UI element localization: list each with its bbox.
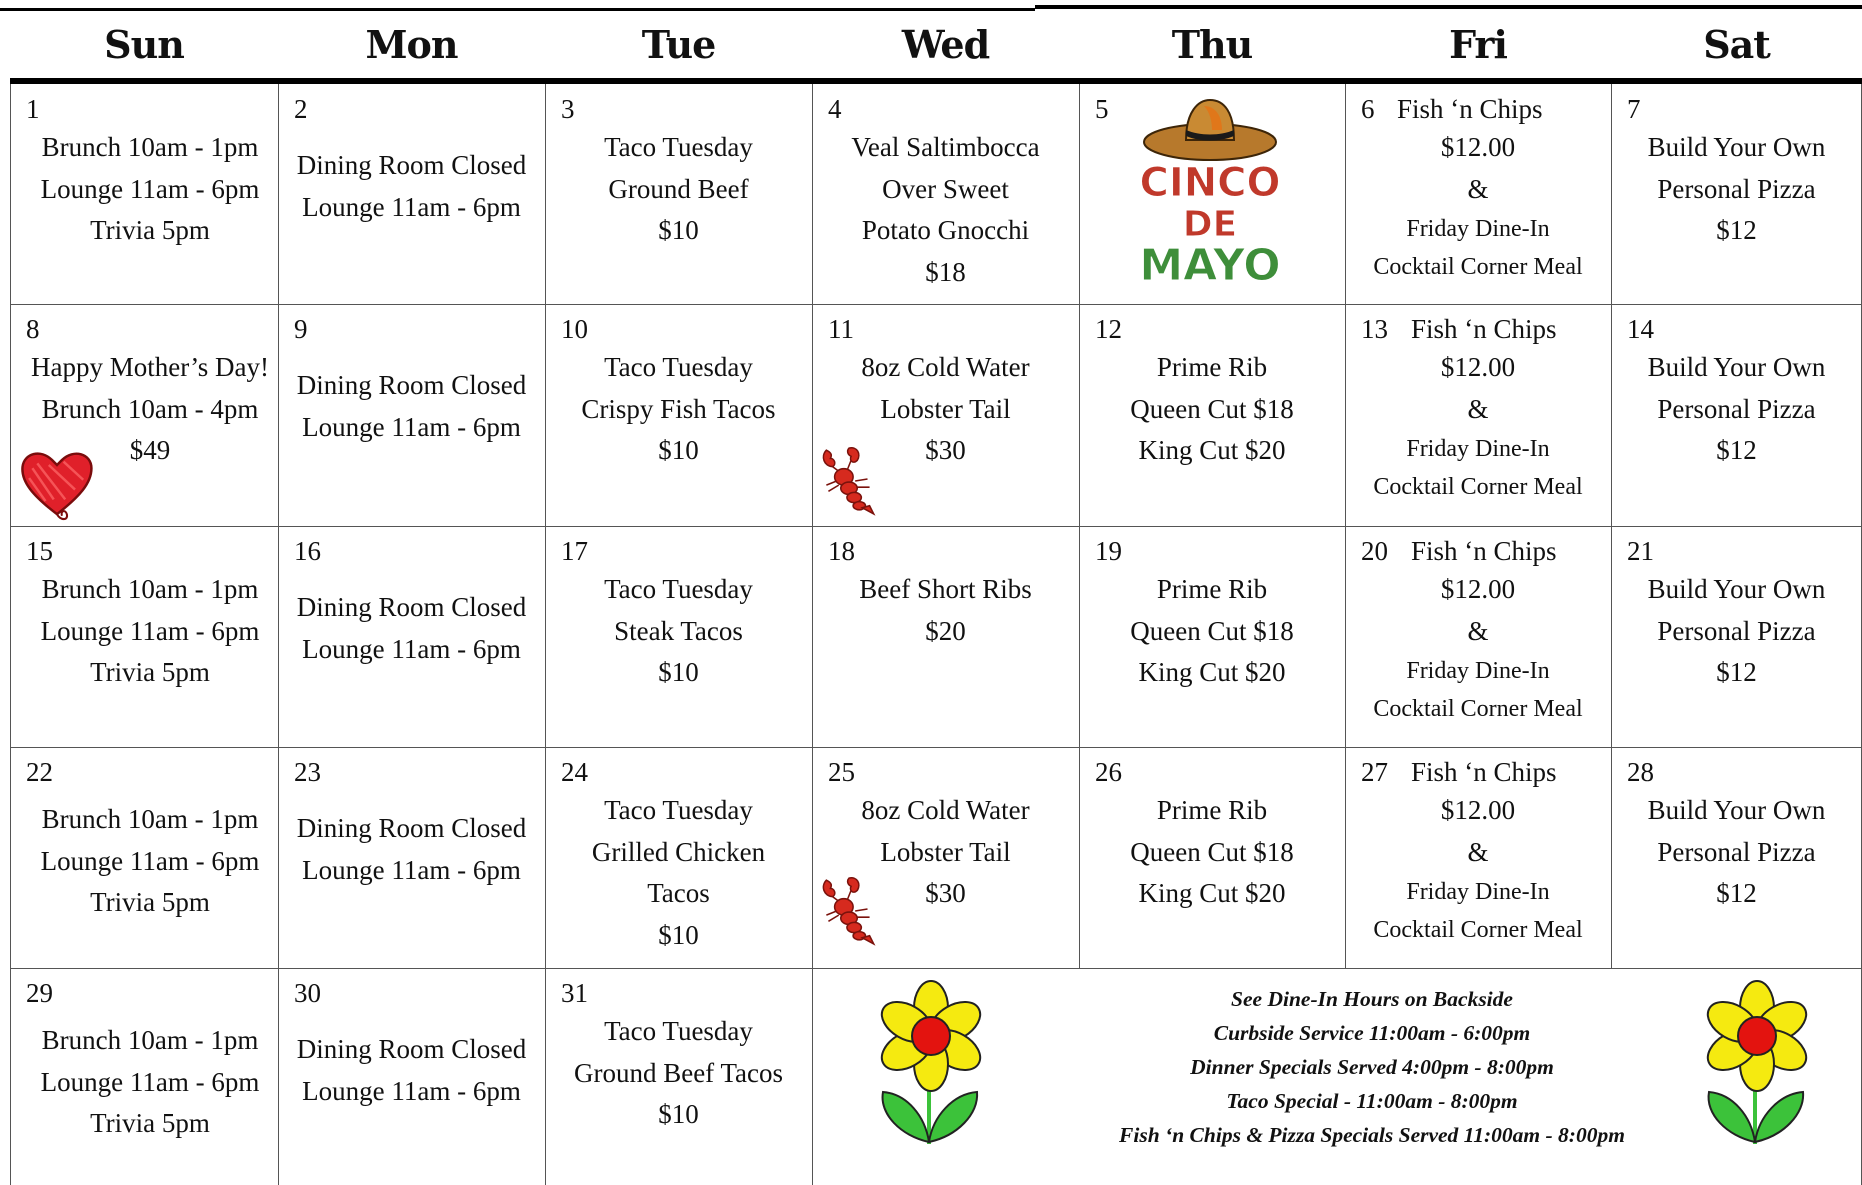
detail-line: 8oz Cold Water <box>861 352 1030 382</box>
detail-line: Prime Rib <box>1156 352 1268 382</box>
detail-line: $30 <box>925 878 966 908</box>
detail-line: Veal Saltimbocca <box>851 132 1040 162</box>
detail-line: King Cut $20 <box>1138 435 1286 465</box>
cell-details <box>1079 347 1345 472</box>
date-number: 13 <box>1361 314 1388 344</box>
detail-line: Taco Tuesday <box>604 132 753 162</box>
cell-details <box>1611 569 1862 694</box>
date-number: 12 <box>1095 314 1122 344</box>
date-number: 16 <box>294 536 321 566</box>
date-number: 3 <box>561 94 575 124</box>
day-cell <box>545 968 812 1185</box>
detail-line: Brunch 10am - 1pm <box>41 1025 259 1055</box>
day-header-fri: Fri <box>1449 21 1507 67</box>
detail-line: Ground Beef <box>608 173 749 204</box>
date-number: 4 <box>828 94 842 124</box>
day-cell <box>10 747 278 968</box>
fish-n-chips-title: Fish ‘n Chips <box>1411 757 1557 787</box>
cell-details <box>545 347 812 472</box>
note-line: See Dine-In Hours on Backside <box>1231 987 1513 1011</box>
cell-details <box>22 127 278 252</box>
day-cell <box>278 747 545 968</box>
date-number: 7 <box>1627 94 1641 124</box>
detail-line: Personal Pizza <box>1657 393 1816 424</box>
lobster-icon <box>818 874 880 946</box>
detail-line: Dining Room Closed <box>296 592 527 622</box>
note-line: Curbside Service 11:00am - 6:00pm <box>1213 1021 1531 1045</box>
dine-in-notes <box>1062 982 1682 1152</box>
cell-details <box>1079 569 1345 694</box>
cinco-de-mayo-text: MAYO <box>1139 240 1281 291</box>
detail-line: Trivia 5pm <box>90 887 210 917</box>
detail-line: Lounge 11am - 6pm <box>302 854 521 885</box>
detail-line: Lounge 11am - 6pm <box>302 191 521 222</box>
detail-line: Grilled Chicken <box>591 836 766 867</box>
note-line: Taco Special - 11:00am - 8:00pm <box>1226 1089 1518 1113</box>
day-header-mon: Mon <box>365 21 458 67</box>
detail-line: $10 <box>658 435 699 465</box>
detail-line: Steak Tacos <box>614 615 743 646</box>
detail-line: Trivia 5pm <box>90 215 210 245</box>
cell-details <box>278 587 545 670</box>
cell-details <box>278 145 545 228</box>
day-cell <box>10 84 278 304</box>
date-number: 19 <box>1095 536 1122 566</box>
detail-line: Brunch 10am - 1pm <box>41 804 259 834</box>
detail-line: Tacos <box>647 878 710 908</box>
date-number: 15 <box>26 536 53 566</box>
detail-line: Taco Tuesday <box>604 574 753 604</box>
detail-line: Beef Short Ribs <box>859 574 1032 604</box>
detail-line: & <box>1467 173 1489 204</box>
detail-line: Queen Cut $18 <box>1130 393 1294 424</box>
day-cell <box>278 968 545 1185</box>
cell-details <box>545 127 812 252</box>
cell-details <box>1611 790 1862 915</box>
cell-details <box>812 127 1079 293</box>
detail-line: Prime Rib <box>1156 795 1268 825</box>
detail-line: Personal Pizza <box>1657 836 1816 867</box>
date-number: 22 <box>26 757 53 787</box>
detail-line: Friday Dine-In <box>1406 436 1550 462</box>
date-number: 24 <box>561 757 588 787</box>
day-cell <box>812 84 1079 304</box>
cell-details <box>278 365 545 448</box>
date-number: 17 <box>561 536 588 566</box>
detail-line: Queen Cut $18 <box>1130 836 1294 867</box>
day-cell <box>1345 304 1611 526</box>
detail-line: $10 <box>658 919 699 950</box>
detail-line: Taco Tuesday <box>604 1016 753 1046</box>
cell-details <box>545 569 812 694</box>
cell-details <box>278 808 545 891</box>
date-number: 11 <box>828 314 854 344</box>
detail-line: Prime Rib <box>1156 574 1268 604</box>
day-cell <box>278 84 545 304</box>
day-cell <box>10 968 278 1185</box>
detail-line: Cocktail Corner Meal <box>1373 474 1583 500</box>
detail-line: $12.00 <box>1440 795 1516 825</box>
day-cell <box>278 526 545 747</box>
detail-line: Lounge 11am - 6pm <box>302 411 521 442</box>
detail-line: $20 <box>925 615 966 646</box>
detail-line: Personal Pizza <box>1657 173 1816 204</box>
detail-line: Crispy Fish Tacos <box>581 393 776 424</box>
detail-line: & <box>1467 836 1489 867</box>
day-cell <box>278 304 545 526</box>
note-line: Dinner Specials Served 4:00pm - 8:00pm <box>1190 1055 1554 1079</box>
day-cell <box>1079 526 1345 747</box>
cell-details <box>1345 569 1611 728</box>
date-number: 25 <box>828 757 855 787</box>
detail-line: Friday Dine-In <box>1406 216 1550 242</box>
date-number: 9 <box>294 314 308 344</box>
date-number: 6 <box>1361 94 1375 124</box>
date-number: 29 <box>26 978 53 1008</box>
detail-line: $12 <box>1716 215 1757 245</box>
day-cell <box>1611 304 1862 526</box>
detail-line: Friday Dine-In <box>1406 658 1550 684</box>
detail-line: Dining Room Closed <box>296 150 527 180</box>
detail-line: $12.00 <box>1440 352 1516 382</box>
cell-details <box>1345 127 1611 286</box>
detail-line: Brunch 10am - 1pm <box>41 132 259 162</box>
date-number: 8 <box>26 314 40 344</box>
detail-line: $12 <box>1716 878 1757 908</box>
detail-line: Friday Dine-In <box>1406 879 1550 905</box>
detail-line: & <box>1467 393 1489 424</box>
date-number: 28 <box>1627 757 1654 787</box>
cinco-de-mayo-text: CINCO <box>1139 160 1281 206</box>
detail-line: Lounge 11am - 6pm <box>40 845 260 876</box>
day-cell <box>1345 84 1611 304</box>
flower-icon <box>867 976 995 1146</box>
day-cell <box>812 526 1079 747</box>
date-number: 23 <box>294 757 321 787</box>
detail-line: Build Your Own <box>1647 352 1826 382</box>
detail-line: Taco Tuesday <box>604 352 753 382</box>
detail-line: Dining Room Closed <box>296 370 527 400</box>
lobster-icon <box>818 444 880 516</box>
detail-line: $10 <box>658 215 699 245</box>
day-cell <box>1079 747 1345 968</box>
day-header-tue: Tue <box>641 21 716 67</box>
day-cell <box>1611 526 1862 747</box>
date-number: 1 <box>26 94 40 124</box>
date-number: 31 <box>561 978 588 1008</box>
detail-line: Brunch 10am - 4pm <box>41 393 259 424</box>
detail-line: Lounge 11am - 6pm <box>302 1075 521 1106</box>
fish-n-chips-title: Fish ‘n Chips <box>1411 314 1557 344</box>
cell-details <box>1611 347 1862 472</box>
detail-line: Lounge 11am - 6pm <box>302 633 521 664</box>
detail-line: Potato Gnocchi <box>861 215 1030 245</box>
cell-details <box>1345 347 1611 506</box>
day-cell <box>545 526 812 747</box>
date-number: 27 <box>1361 757 1388 787</box>
detail-line: $10 <box>658 657 699 687</box>
heart-icon <box>16 442 98 524</box>
date-number: 2 <box>294 94 308 124</box>
cell-details <box>1079 790 1345 915</box>
note-line: Fish ‘n Chips & Pizza Specials Served 11:00am - 8:00pm <box>1119 1123 1625 1147</box>
cell-details <box>812 569 1079 652</box>
detail-line: Queen Cut $18 <box>1130 615 1294 646</box>
detail-line: Personal Pizza <box>1657 615 1816 646</box>
day-cell <box>10 526 278 747</box>
day-cell <box>1345 747 1611 968</box>
date-number: 18 <box>828 536 855 566</box>
detail-line: Lounge 11am - 6pm <box>40 1066 260 1097</box>
day-cell <box>545 304 812 526</box>
cell-details <box>22 799 278 924</box>
cell-details <box>545 790 812 956</box>
detail-line: Cocktail Corner Meal <box>1373 696 1583 722</box>
detail-line: Build Your Own <box>1647 574 1826 604</box>
cell-details <box>22 569 278 694</box>
top-rule-right <box>1035 5 1862 9</box>
date-number: 26 <box>1095 757 1122 787</box>
detail-line: Happy Mother’s Day! <box>31 352 269 382</box>
detail-line: Build Your Own <box>1647 795 1826 825</box>
detail-line: $12 <box>1716 657 1757 687</box>
detail-line: $12.00 <box>1440 132 1516 162</box>
detail-line: Brunch 10am - 1pm <box>41 574 259 604</box>
detail-line: King Cut $20 <box>1138 878 1286 908</box>
cell-details <box>278 1029 545 1112</box>
day-cell <box>1611 84 1862 304</box>
day-cell <box>1611 747 1862 968</box>
day-header-sat: Sat <box>1703 21 1770 67</box>
cell-details <box>545 1011 812 1136</box>
cell-details <box>1345 790 1611 949</box>
detail-line: Lounge 11am - 6pm <box>40 173 260 204</box>
day-header-thu: Thu <box>1171 21 1253 67</box>
detail-line: Cocktail Corner Meal <box>1373 917 1583 943</box>
sombrero-icon <box>1140 96 1280 296</box>
detail-line: Lobster Tail <box>880 836 1011 867</box>
detail-line: Over Sweet <box>882 173 1009 204</box>
detail-line: Lounge 11am - 6pm <box>40 615 260 646</box>
date-number: 10 <box>561 314 588 344</box>
detail-line: $18 <box>925 256 966 287</box>
detail-line: Build Your Own <box>1647 132 1826 162</box>
cinco-de-mayo-text: DE <box>1182 204 1238 245</box>
flower-icon <box>1693 976 1821 1146</box>
detail-line: Dining Room Closed <box>296 1034 527 1064</box>
day-header-wed: Wed <box>901 21 990 67</box>
detail-line: $12 <box>1716 435 1757 465</box>
detail-line: $12.00 <box>1440 574 1516 604</box>
day-cell <box>545 747 812 968</box>
date-number: 14 <box>1627 314 1654 344</box>
date-number: 21 <box>1627 536 1654 566</box>
fish-n-chips-title: Fish ‘n Chips <box>1397 94 1543 124</box>
detail-line: Trivia 5pm <box>90 657 210 687</box>
date-number: 30 <box>294 978 321 1008</box>
detail-line: Ground Beef Tacos <box>573 1057 784 1088</box>
day-header-sun: Sun <box>104 21 184 67</box>
day-cell <box>1079 304 1345 526</box>
cell-details <box>22 1020 278 1145</box>
date-number: 20 <box>1361 536 1388 566</box>
day-cell <box>1345 526 1611 747</box>
detail-line: Taco Tuesday <box>604 795 753 825</box>
detail-line: Lobster Tail <box>880 393 1011 424</box>
detail-line: $49 <box>129 435 171 465</box>
detail-line: Dining Room Closed <box>296 813 527 843</box>
detail-line: Cocktail Corner Meal <box>1373 254 1583 280</box>
detail-line: $30 <box>925 435 966 465</box>
detail-line: $10 <box>658 1099 699 1129</box>
date-number: 5 <box>1095 94 1109 124</box>
cell-details <box>1611 127 1862 252</box>
detail-line: & <box>1467 615 1489 646</box>
detail-line: King Cut $20 <box>1138 657 1286 687</box>
fish-n-chips-title: Fish ‘n Chips <box>1411 536 1557 566</box>
day-cell <box>545 84 812 304</box>
detail-line: Trivia 5pm <box>90 1108 210 1138</box>
detail-line: 8oz Cold Water <box>861 795 1030 825</box>
